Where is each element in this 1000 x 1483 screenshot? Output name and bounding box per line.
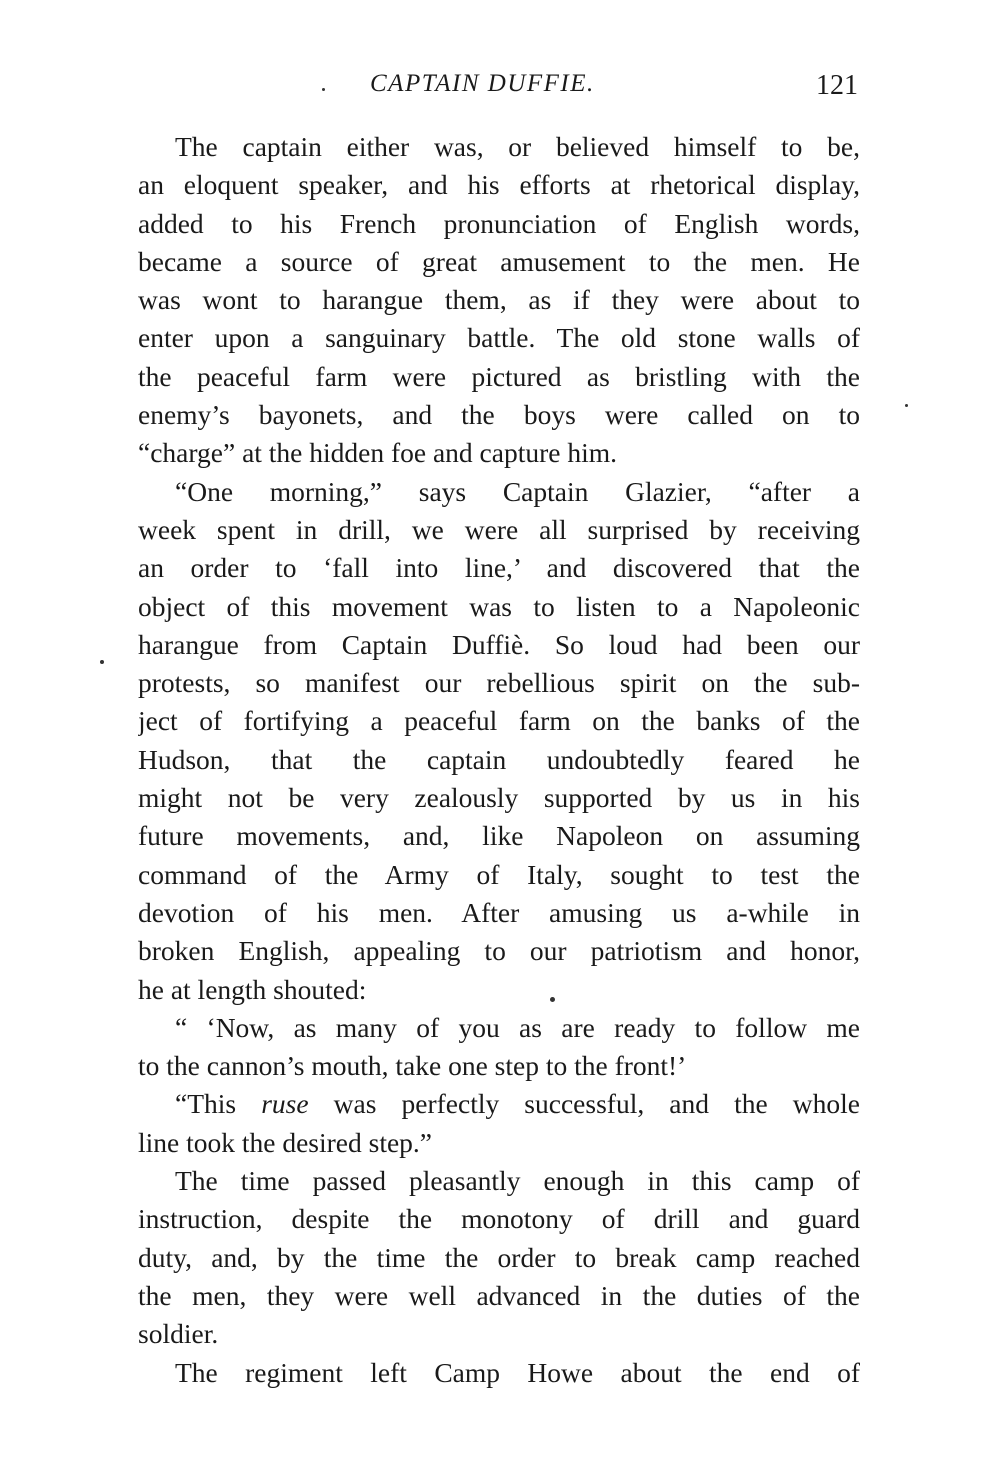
text-line: The captain either was, or believed himself to be, — [175, 131, 860, 162]
text-line: command of the Army of Italy, sought to test the — [138, 858, 860, 890]
text-line: duty, and, by the time the order to break camp reached — [138, 1241, 860, 1273]
text-line: week spent in drill, we were all surprised by receiving — [138, 513, 860, 545]
italic-word: ruse — [261, 1088, 309, 1120]
text-line: harangue from Captain Duffiè. So loud had been our — [138, 628, 860, 660]
text-line: ject of fortifying a peaceful farm on the banks of the — [138, 705, 860, 737]
text-line: an eloquent speaker, and his efforts at rhetorical display, — [138, 169, 860, 201]
text-line: devotion of his men. After amusing us a-while in — [138, 896, 860, 928]
text-segment: “This — [175, 1088, 262, 1120]
text-line: “One morning,” says Captain Glazier, “after a — [175, 475, 860, 507]
text-line: he at length shouted: — [138, 973, 367, 1005]
text-line: protests, so manifest our rebellious spirit on the sub- — [138, 667, 860, 699]
text-line: object of this movement was to listen to a Napoleonic — [138, 590, 860, 622]
text-line: might not be very zealously supported by us in his — [138, 782, 860, 814]
text-line: was wont to harangue them, as if they were about to — [138, 284, 860, 316]
text-line: an order to ‘fall into line,’ and discovered that the — [138, 552, 860, 584]
page-number: 121 — [816, 70, 858, 101]
text-line: “ ‘Now, as many of you as are ready to follow me — [175, 1011, 860, 1043]
text-line: The regiment left Camp Howe about the end of — [175, 1356, 860, 1388]
scan-speck — [100, 660, 104, 664]
scan-speck — [322, 88, 325, 91]
text-line: Hudson, that the captain undoubtedly feared he — [138, 743, 860, 775]
text-line: the peaceful farm were pictured as bristling with the — [138, 360, 860, 392]
body-text — [138, 128, 860, 1392]
text-line — [138, 1085, 860, 1123]
text-line: broken English, appealing to our patriotism and honor, — [138, 935, 860, 967]
text-line: line took the desired step.” — [138, 1126, 433, 1158]
text-line: became a source of great amusement to the men. He — [138, 245, 860, 277]
text-line: added to his French pronunciation of English words, — [138, 207, 860, 239]
text-line: soldier. — [138, 1318, 219, 1350]
text-line: the men, they were well advanced in the duties of the — [138, 1279, 860, 1311]
scan-speck — [905, 404, 908, 407]
text-line: The time passed pleasantly enough in this camp of — [175, 1165, 860, 1197]
text-line: instruction, despite the monotony of drill and guard — [138, 1203, 860, 1235]
running-title: CAPTAIN DUFFIE. — [370, 70, 595, 97]
scan-speck — [550, 997, 555, 1002]
page-header — [138, 70, 860, 110]
text-segment: was perfectly successful, and the whole — [308, 1088, 860, 1120]
text-line: future movements, and, like Napoleon on assuming — [138, 820, 860, 852]
text-line: to the cannon’s mouth, take one step to the front!’ — [138, 1050, 687, 1082]
text-line: “charge” at the hidden foe and capture him. — [138, 437, 617, 469]
text-line: enemy’s bayonets, and the boys were called on to — [138, 399, 860, 431]
text-line: enter upon a sanguinary battle. The old stone walls of — [138, 322, 860, 354]
